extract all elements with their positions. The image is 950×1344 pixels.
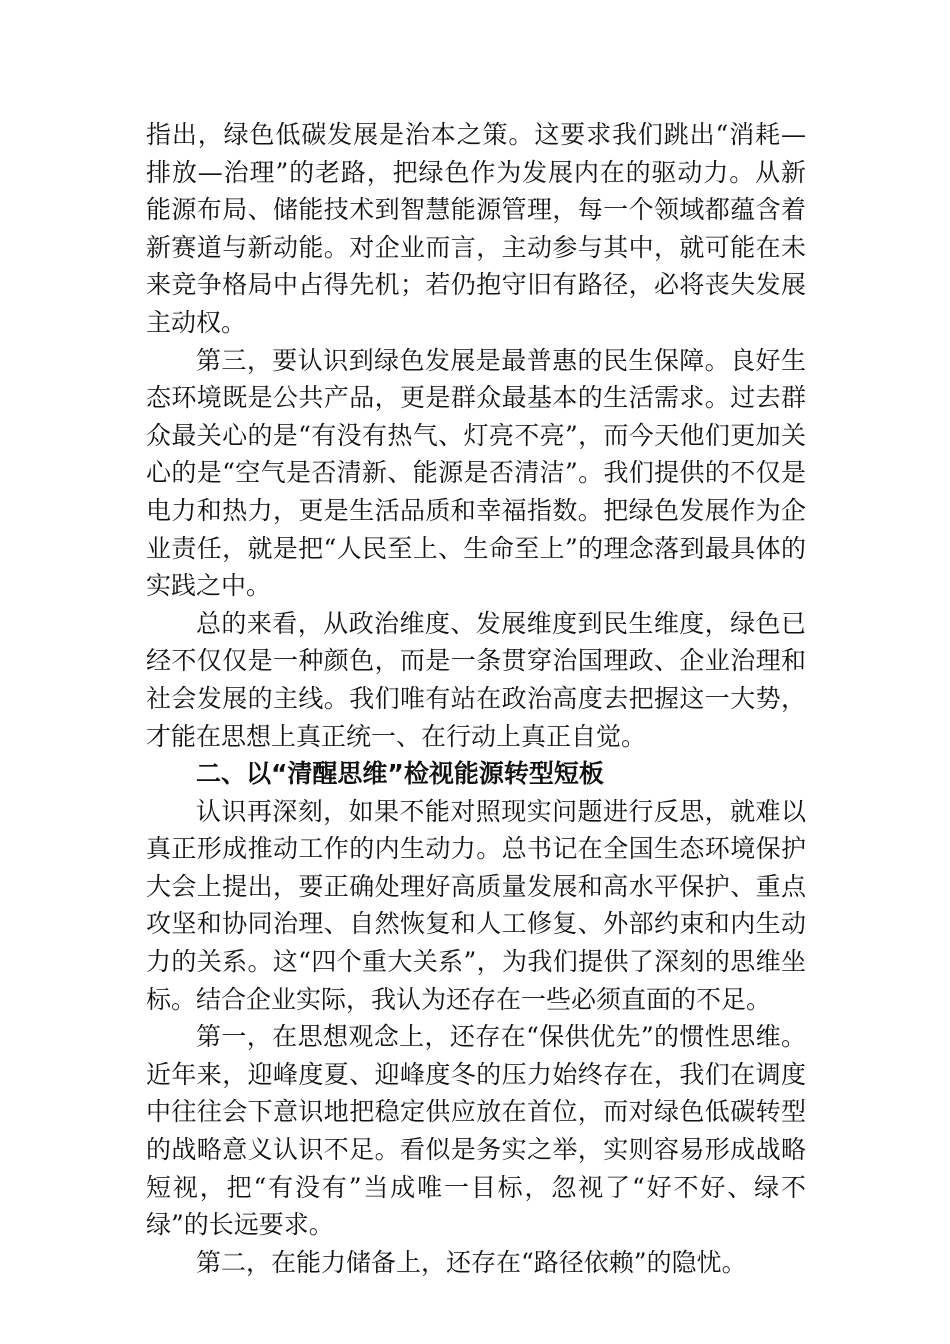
paragraph-summary: 总的来看，从政治维度、发展维度到民生维度，绿色已经不仅仅是一种颜色，而是一条贯穿治国理政、企业治理和社会发展的主线。我们唯有站在政治高度去把握这一大势，才能在思想上真正统一、在行动上真正自觉。 [146, 608, 806, 751]
section-heading: 二、以“清醒思维”检视能源转型短板 [196, 759, 604, 789]
paragraph-second-shortfall: 第二，在能力储备上，还存在“路径依赖”的隐忧。 [196, 1247, 747, 1277]
paragraph-first-shortfall: 第一，在思想观念上，还存在“保供优先”的惯性思维。近年来，迎峰度夏、迎峰度冬的压力始终存在，我们在调度中往往会下意识地把稳定供应放在首位，而对绿色低碳转型的战略意义认识不足。看似是务实之举，实则容易形成战略短视，把“有没有”当成唯一目标，忽视了“好不好、绿不绿”的长远要求。 [146, 1022, 806, 1240]
paragraph-continued: 指出，绿色低碳发展是治本之策。这要求我们跳出“消耗—排放—治理”的老路，把绿色作为发展内在的驱动力。从新能源布局、储能技术到智慧能源管理，每一个领域都蕴含着新赛道与新动能。对企业而言，主动参与其中，就可能在未来竞争格局中占得先机；若仍抱守旧有路径，必将丧失发展主动权。 [146, 120, 806, 337]
paragraph-third-point: 第三，要认识到绿色发展是最普惠的民生保障。良好生态环境既是公共产品，更是群众最基本的生活需求。过去群众最关心的是“有没有热气、灯亮不亮”，而今天他们更加关心的是“空气是否清新、能源是否清洁”。我们提供的不仅是电力和热力，更是生活品质和幸福指数。把绿色发展作为企业责任，就是把“人民至上、生命至上”的理念落到最具体的实践之中。 [146, 345, 806, 601]
document-body [146, 116, 806, 1281]
paragraph-reflection: 认识再深刻，如果不能对照现实问题进行反思，就难以真正形成推动工作的内生动力。总书记在全国生态环境保护大会上提出，要正确处理好高质量发展和高水平保护、重点攻坚和协同治理、自然恢复和人工修复、外部约束和内生动力的关系。这“四个重大关系”，为我们提供了深刻的思维坐标。结合企业实际，我认为还存在一些必须直面的不足。 [146, 796, 806, 1014]
